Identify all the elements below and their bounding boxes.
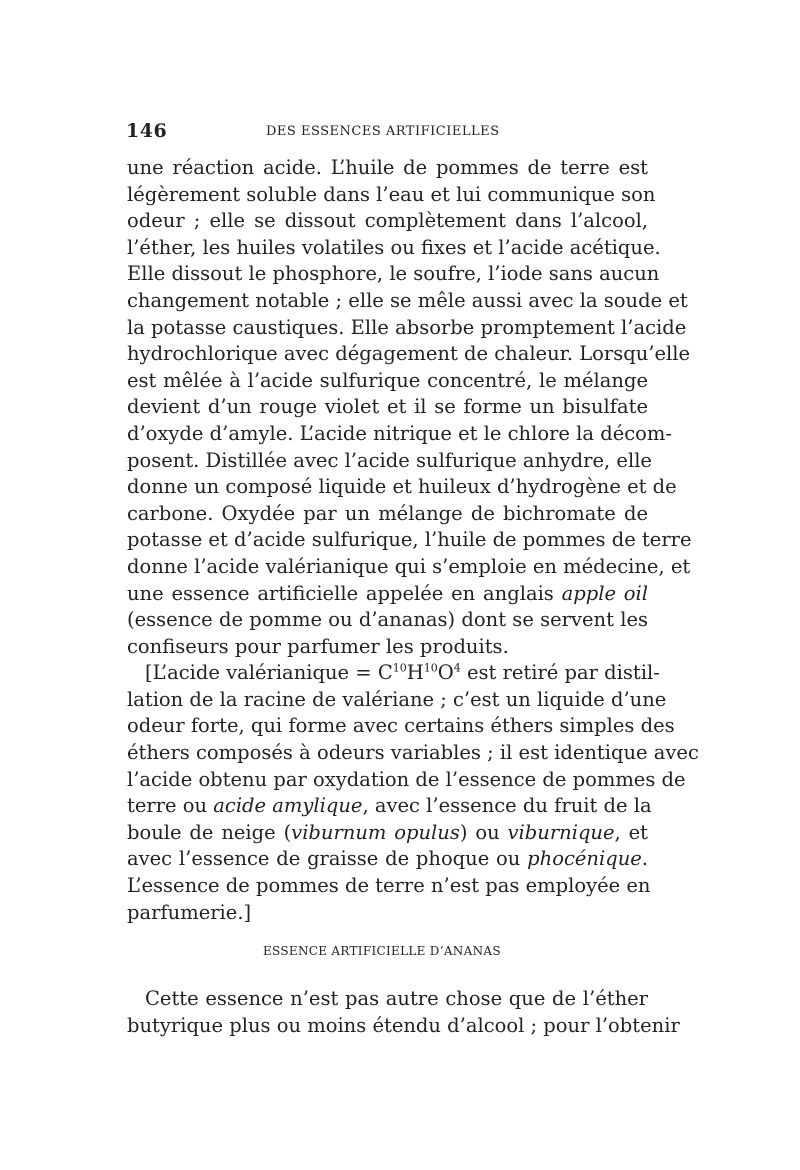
note-line bbox=[127, 793, 652, 820]
text-line: donne un composé liquide et huileux d’hydrogène et de bbox=[127, 475, 677, 499]
text-segment: . bbox=[641, 847, 648, 871]
text-line: posent. Distillée avec l’acide sulfurique anhydre, elle bbox=[127, 448, 652, 472]
page-header bbox=[126, 120, 646, 144]
formula-sub: 4 bbox=[453, 661, 461, 675]
text-line: donne l’acide valérianique qui s’emploie en médecine, et bbox=[127, 554, 691, 578]
equals-sign: = bbox=[355, 661, 372, 685]
note-line bbox=[127, 820, 648, 847]
formula-o: O bbox=[437, 661, 454, 685]
text-line bbox=[127, 581, 648, 608]
formula-sub: 10 bbox=[423, 661, 438, 675]
note-line: L’essence de pommes de terre n’est pas employée en bbox=[127, 874, 651, 898]
text-line: est mêlée à l’acide sulfurique concentré, le mélange bbox=[127, 368, 648, 392]
italic-term: acide amylique bbox=[213, 794, 363, 818]
note-line bbox=[127, 660, 660, 687]
note-line: parfumerie.] bbox=[127, 900, 252, 924]
note-line: l’acide obtenu par oxydation de l’essence de pommes de bbox=[127, 767, 686, 791]
text-line: butyrique plus ou moins étendu d’alcool ; pour l’obtenir bbox=[127, 1013, 680, 1037]
italic-term: phocénique bbox=[527, 847, 642, 871]
page-number: 146 bbox=[126, 120, 168, 142]
italic-term: apple oil bbox=[561, 581, 649, 605]
text-line: hydrochlorique avec dégagement de chaleur. Lorsqu’elle bbox=[127, 342, 691, 366]
main-text bbox=[127, 155, 699, 926]
note-line: lation de la racine de valériane ; c’est un liquide d’une bbox=[127, 687, 667, 711]
note-line: odeur forte, qui forme avec certains éthers simples des bbox=[127, 714, 675, 738]
running-title: DES ESSENCES ARTIFICIELLES bbox=[266, 124, 500, 139]
text-segment: terre ou bbox=[127, 794, 208, 818]
text-line: une réaction acide. L’huile de pommes de terre est bbox=[127, 156, 648, 179]
section-text bbox=[127, 986, 680, 1039]
text-segment: ) ou bbox=[459, 820, 500, 844]
text-line: confiseurs pour parfumer les produits. bbox=[127, 634, 509, 658]
text-segment: , avec l’essence du fruit de la bbox=[362, 794, 652, 818]
text-line: l’éther, les huiles volatiles ou fixes et l’acide acétique. bbox=[127, 235, 661, 259]
text-line: changement notable ; elle se mêle aussi avec la soude et bbox=[127, 288, 688, 312]
formula-c: C bbox=[377, 661, 393, 685]
text-segment: avec l’essence de graisse de phoque ou bbox=[127, 847, 521, 871]
text-line: Cette essence n’est pas autre chose que de l’éther bbox=[145, 987, 648, 1010]
text-segment: boule de neige ( bbox=[127, 820, 292, 844]
formula-sub: 10 bbox=[392, 661, 407, 675]
text-line: (essence de pomme ou d’ananas) dont se servent les bbox=[127, 608, 648, 632]
text-line: odeur ; elle se dissout complètement dans l’alcool, bbox=[127, 209, 648, 233]
text-segment: , et bbox=[614, 820, 648, 844]
text-segment: [L’acide valérianique bbox=[145, 661, 350, 685]
text-line: Elle dissout le phosphore, le soufre, l’iode sans aucun bbox=[127, 262, 660, 286]
text-line: potasse et d’acide sulfurique, l’huile de pommes de terre bbox=[127, 528, 692, 552]
note-line bbox=[127, 846, 648, 873]
italic-term: viburnique bbox=[507, 820, 615, 844]
text-line: devient d’un rouge violet et il se forme un bisulfate bbox=[127, 395, 648, 419]
text-segment: une essence artificielle appelée en anglais bbox=[127, 581, 554, 605]
note-line: éthers composés à odeurs variables ; il est identique avec bbox=[127, 741, 699, 765]
text-segment: est retiré par distil- bbox=[466, 661, 660, 685]
formula-h: H bbox=[406, 661, 424, 685]
section-heading: ESSENCE ARTIFICIELLE D’ANANAS bbox=[263, 944, 501, 958]
text-line: d’oxyde d’amyle. L’acide nitrique et le chlore la décom- bbox=[127, 421, 672, 445]
italic-term: viburnum opulus bbox=[291, 820, 460, 844]
chemical-formula bbox=[378, 661, 461, 684]
text-line: la potasse caustiques. Elle absorbe promptement l’acide bbox=[127, 315, 687, 339]
text-line: légèrement soluble dans l’eau et lui communique son bbox=[127, 182, 656, 206]
text-line: carbone. Oxydée par un mélange de bichromate de bbox=[127, 501, 648, 525]
